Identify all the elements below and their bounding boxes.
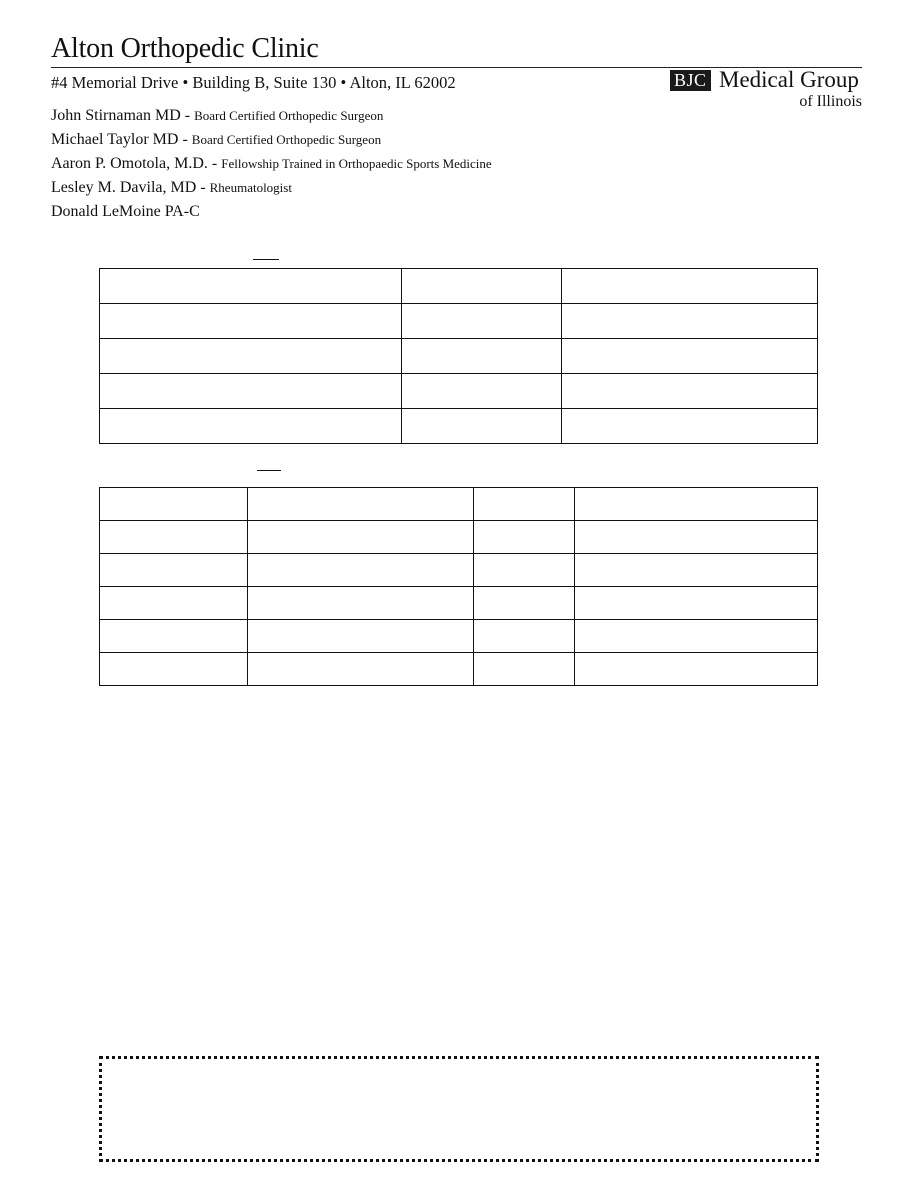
table-cell [248,653,474,686]
table-cell [474,521,575,554]
table-cell [562,409,818,444]
physician-name: Donald LeMoine PA-C [51,203,200,220]
table-row [100,521,818,554]
table-cell [562,304,818,339]
table-cell [402,304,562,339]
physician-separator: - [207,155,222,172]
table-row [100,409,818,444]
table-row [100,620,818,653]
table-row [100,554,818,587]
table-cell [474,488,575,521]
logo-main-text: Medical Group [719,67,859,92]
physician-separator: - [196,179,210,196]
table-cell [474,620,575,653]
physician-name: John Stirnaman MD [51,107,181,124]
table-row [100,488,818,521]
physician-separator: - [178,131,192,148]
table-cell [100,339,402,374]
table-cell [474,587,575,620]
table-row [100,304,818,339]
table-cell [248,488,474,521]
table-row [100,269,818,304]
physician-entry [51,128,492,152]
physician-name: Lesley M. Davila, MD [51,179,197,196]
physician-entry [51,104,492,128]
table-cell [100,374,402,409]
table-cell [562,269,818,304]
table-cell [474,653,575,686]
physician-name: Michael Taylor MD [51,131,179,148]
table-cell [562,339,818,374]
table-cell [248,521,474,554]
table-row [100,653,818,686]
table-cell [474,554,575,587]
table1-heading-rule [253,259,279,260]
physician-title: Board Certified Orthopedic Surgeon [194,108,384,123]
physician-name: Aaron P. Omotola, M.D. [51,155,208,172]
logo-box: BJC [670,70,711,91]
table-cell [575,587,818,620]
table-cell [100,620,248,653]
table-cell [248,587,474,620]
notice-box [99,1056,819,1162]
table-cell [100,409,402,444]
physician-entry [51,200,492,224]
table-cell [575,521,818,554]
table-cell [100,269,402,304]
physician-entry [51,176,492,200]
form-table-1 [99,268,818,444]
bjc-medical-group-logo [670,68,865,114]
table-cell [575,488,818,521]
table2-heading-rule [257,470,281,471]
table-cell [100,488,248,521]
table-cell [100,587,248,620]
form-table-2 [99,487,818,686]
table-row [100,374,818,409]
table-cell [100,521,248,554]
form-table-1-body [100,269,818,444]
table-cell [562,374,818,409]
table-row [100,339,818,374]
physician-separator: - [180,107,195,124]
physician-title: Rheumatologist [209,180,292,195]
physician-entry [51,152,492,176]
table-cell [575,653,818,686]
table-cell [248,620,474,653]
table-row [100,587,818,620]
table-cell [402,269,562,304]
table-cell [402,409,562,444]
table-cell [248,554,474,587]
form-table-2-body [100,488,818,686]
logo-sub-text: of Illinois [799,93,862,110]
table-cell [575,620,818,653]
clinic-address: #4 Memorial Drive • Building B, Suite 130 • Alton, IL 62002 [51,73,456,92]
table-cell [100,554,248,587]
table-cell [402,339,562,374]
physician-title: Board Certified Orthopedic Surgeon [191,132,382,147]
clinic-name: Alton Orthopedic Clinic [51,33,319,64]
table-cell [100,304,402,339]
physician-title: Fellowship Trained in Orthopaedic Sports Medicine [221,156,492,171]
table-cell [100,653,248,686]
physician-list [51,104,492,224]
table-cell [575,554,818,587]
table-cell [402,374,562,409]
